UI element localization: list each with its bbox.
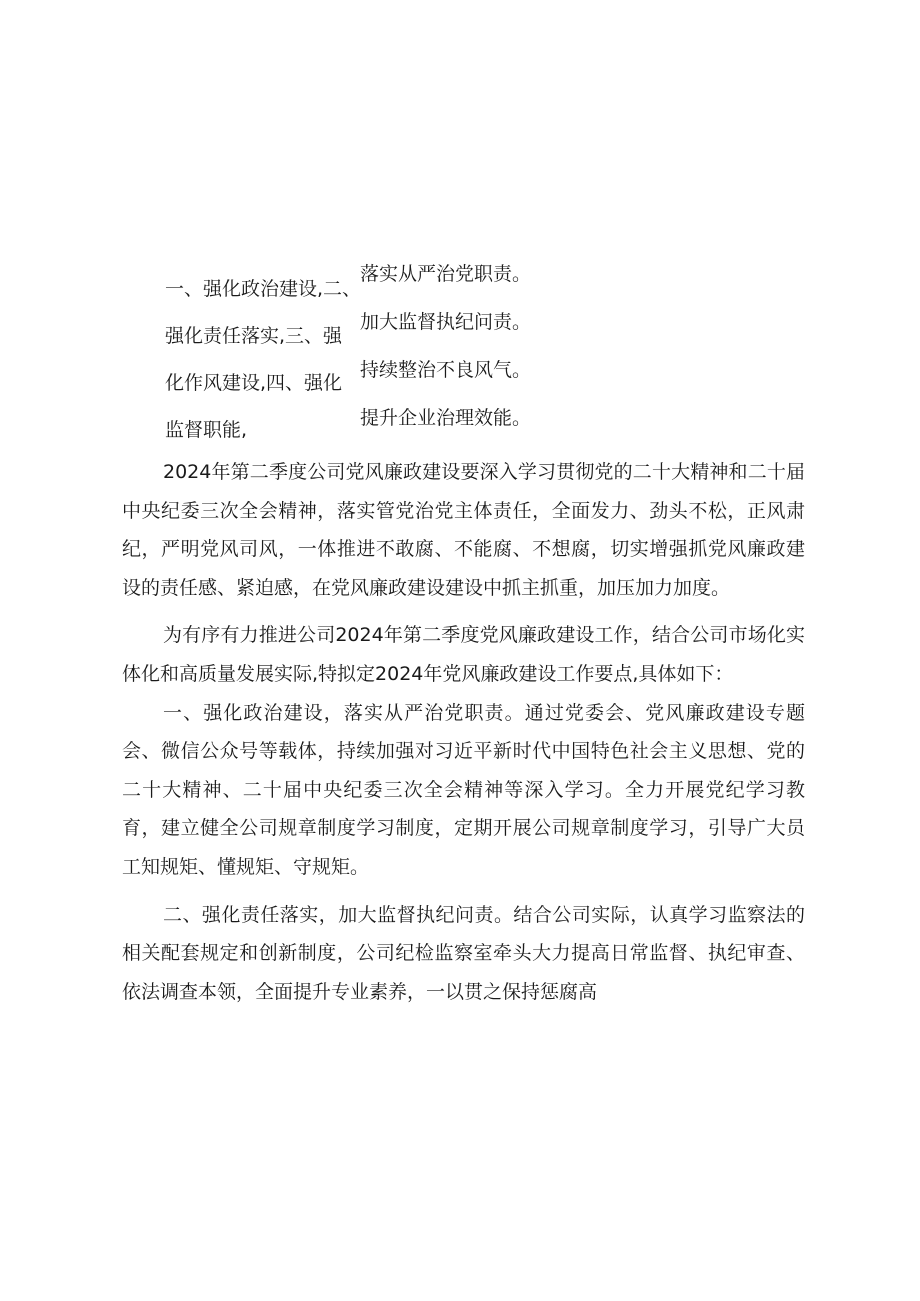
paragraph-purpose: 为有序有力推进公司2024年第二季度党风廉政建设工作，结合公司市场化实体化和高质量发展实际,特拟定2024年党风廉政建设工作要点,具体如下： xyxy=(122,624,805,685)
outline-right-line: 持续整治不良风气。 xyxy=(360,359,532,381)
outline-left-line: 强化责任落实,三、强 xyxy=(165,325,343,347)
outline-right-column xyxy=(360,250,560,442)
outline-left-column xyxy=(165,266,362,454)
outline-left-line: 一、强化政治建设,二、 xyxy=(165,278,362,300)
outline-left-line: 化作风建设,四、强化 xyxy=(165,372,343,394)
paragraph-item-2: 二、强化责任落实，加大监督执纪问责。结合公司实际，认真学习监察法的相关配套规定和创新制度，公司纪检监察室牵头大力提高日常监督、执纪审查、依法调查本领，全面提升专业素养，一以贯之保持惩腐高 xyxy=(122,903,805,1003)
outline-left-line: 监督职能, xyxy=(165,419,248,441)
paragraph-item-1: 一、强化政治建设，落实从严治党职责。通过党委会、党风廉政建设专题会、微信公众号等载体，持续加强对习近平新时代中国特色社会主义思想、党的二十大精神、二十届中央纪委三次全会精神等深入学习。全力开展党纪学习教育，建立健全公司规章制度学习制度，定期开展公司规章制度学习，引导广大员工知规矩、懂规矩、守规矩。 xyxy=(122,701,805,878)
outline-right-line: 落实从严治党职责。 xyxy=(360,263,532,285)
paragraph-intro: 2024年第二季度公司党风廉政建设要深入学习贯彻党的二十大精神和二十届中央纪委三次全会精神，落实管党治党主体责任，全面发力、劲头不松，正风肃纪，严明党风司风，一体推进不敢腐、不能腐、不想腐，切实增强抓党风廉政建设的责任感、紧迫感，在党风廉政建设建设中抓主抓重，加压加力加度。 xyxy=(122,461,805,599)
document-body xyxy=(122,453,805,1011)
outline-right-line: 提升企业治理效能。 xyxy=(360,407,532,429)
outline-right-line: 加大监督执纪问责。 xyxy=(360,311,532,333)
